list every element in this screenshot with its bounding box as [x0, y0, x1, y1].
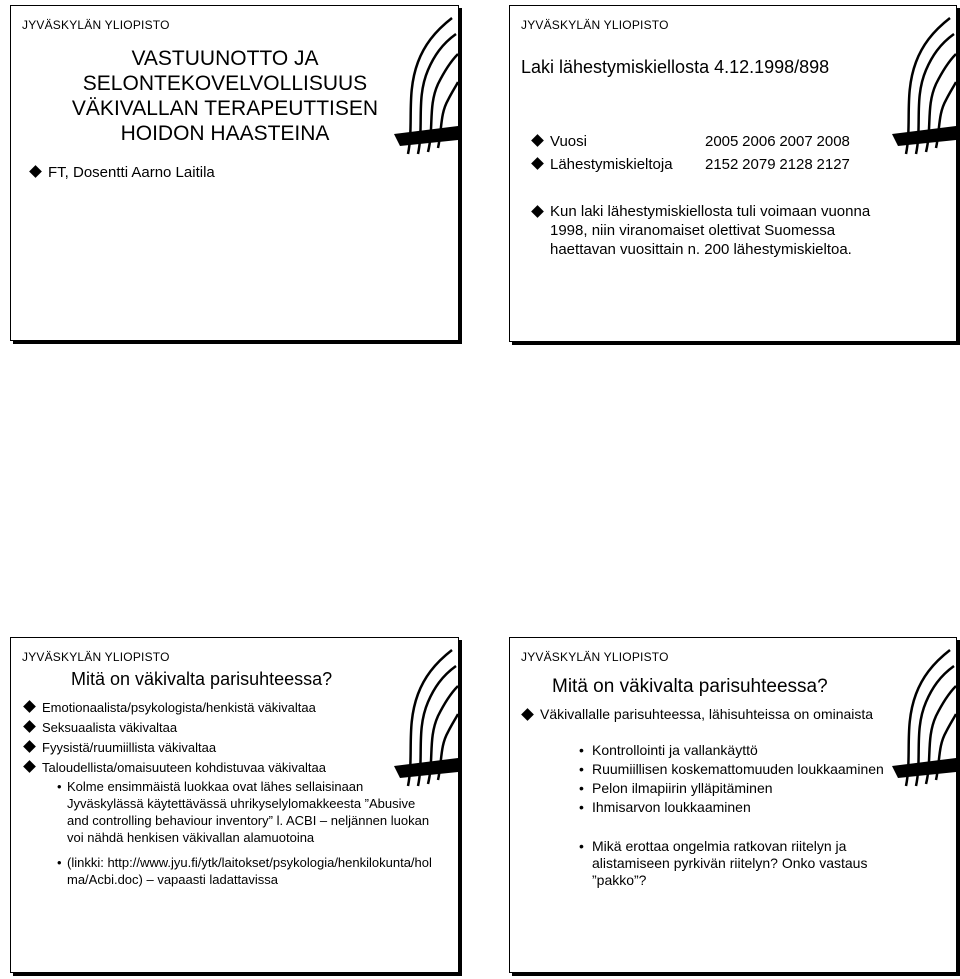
slide-2-paragraph — [533, 202, 913, 259]
sub-list-item — [579, 780, 912, 797]
dot-bullet-icon: • — [579, 799, 584, 815]
paragraph-text: Kun laki lähestymiskiellosta tuli voimaan vuonna 1998, niin viranomaiset olettivat Suomessa haettavan vuosittain n. 200 lähestymiskieltoa. — [550, 203, 871, 258]
row-value: 2008 — [816, 133, 850, 150]
row-value: 2005 — [705, 133, 739, 150]
slide-3 — [10, 637, 459, 973]
sub-list — [579, 742, 912, 891]
slide-2 — [509, 5, 957, 342]
title-line-1: VASTUUNOTTO JA — [131, 47, 319, 70]
row-value: 2152 — [705, 156, 739, 173]
list-item-text: Emotionaalista/psykologista/henkistä väkivaltaa — [42, 699, 316, 715]
university-label: JYVÄSKYLÄN YLIOPISTO — [521, 18, 669, 32]
row-value: 2079 — [742, 156, 776, 173]
sub-item-text: Kontrollointi ja vallankäyttö — [592, 742, 758, 758]
diamond-bullet-icon — [531, 205, 544, 218]
author-text: FT, Dosentti Aarno Laitila — [48, 164, 215, 181]
list-item-text: Taloudellista/omaisuuteen kohdistuvaa väkivaltaa — [42, 759, 327, 775]
diamond-bullet-icon — [531, 157, 544, 170]
sub-item-text: Ihmisarvon loukkaaminen — [592, 799, 751, 815]
diamond-bullet-icon — [23, 720, 36, 733]
sub-list-item — [57, 854, 437, 888]
list-item — [25, 737, 445, 757]
slide-1-title — [55, 46, 395, 146]
sub-list-item — [579, 799, 912, 816]
university-label: JYVÄSKYLÄN YLIOPISTO — [22, 18, 170, 32]
university-label: JYVÄSKYLÄN YLIOPISTO — [521, 650, 669, 664]
sub-list-item — [579, 742, 912, 759]
list-item-text: Väkivallalle parisuhteessa, lähisuhteissa on ominaista — [540, 706, 874, 722]
university-label: JYVÄSKYLÄN YLIOPISTO — [22, 650, 170, 664]
author-line — [31, 164, 215, 181]
row-value: 2006 — [742, 133, 776, 150]
sub-item-text: Kolme ensimmäistä luokkaa ovat lähes sellaisinaan Jyväskylässä käytettävässä uhrikyselylomakkeesta ”Abusive and controlling behaviour inventory” l. ACBI – neljännen luokan voi nähdä henkisen väkivallan alamuotoina — [67, 779, 430, 845]
sub-list — [57, 778, 437, 888]
list-item — [25, 757, 445, 777]
diamond-bullet-icon — [23, 740, 36, 753]
dot-bullet-icon: • — [57, 779, 62, 794]
list-item — [25, 697, 445, 717]
dot-bullet-icon: • — [579, 838, 584, 854]
title-line-2: SELONTEKOVELVOLLISUUS — [82, 72, 368, 95]
table-row — [533, 156, 850, 173]
sub-list-item — [579, 838, 912, 889]
title-line-4: HOIDON HAASTEINA — [120, 122, 330, 145]
sub-item-text: Mikä erottaa ongelmia ratkovan riitelyn ja alistamiseen pyrkivän riitelyn? Onko vastaus ”pakko”? — [592, 838, 868, 888]
list-item-text: Fyysistä/ruumiillista väkivaltaa — [42, 739, 217, 755]
torch-logo-icon — [892, 14, 956, 164]
sub-item-text: Pelon ilmapiirin ylläpitäminen — [592, 780, 773, 796]
dot-bullet-icon: • — [579, 742, 584, 758]
list-item — [25, 717, 445, 737]
slide-2-title: Laki lähestymiskiellosta 4.12.1998/898 — [521, 57, 830, 77]
title-line-3: VÄKIVALLAN TERAPEUTTISEN — [71, 97, 379, 120]
slide-4-heading: Mitä on väkivalta parisuhteessa? — [552, 676, 828, 697]
row-value: 2007 — [779, 133, 813, 150]
slide-1 — [10, 5, 459, 341]
diamond-bullet-icon — [521, 708, 534, 721]
sub-item-text: Ruumiillisen koskemattomuuden loukkaaminen — [592, 761, 884, 777]
dot-bullet-icon: • — [579, 780, 584, 796]
slide-4 — [509, 637, 957, 973]
torch-logo-icon — [394, 14, 458, 164]
list-item-text: Seksuaalista väkivaltaa — [42, 719, 178, 735]
row-label: Lähestymiskieltoja — [550, 156, 673, 173]
diamond-bullet-icon — [23, 700, 36, 713]
sub-list-item — [579, 761, 912, 778]
dot-bullet-icon: • — [57, 855, 62, 870]
diamond-bullet-icon — [23, 760, 36, 773]
diamond-bullet-icon — [29, 165, 42, 178]
row-label: Vuosi — [550, 133, 587, 150]
diamond-bullet-icon — [531, 134, 544, 147]
characteristics-list — [523, 706, 923, 723]
sub-list-item — [57, 778, 437, 846]
row-value: 2127 — [816, 156, 850, 173]
slide-3-heading: Mitä on väkivalta parisuhteessa? — [71, 669, 333, 689]
violence-type-list — [25, 697, 445, 777]
dot-bullet-icon: • — [579, 761, 584, 777]
sub-item-text: (linkki: http://www.jyu.fi/ytk/laitokset/psykologia/henkilokunta/holma/Acbi.doc) – vapaasti ladattavissa — [67, 855, 432, 887]
table-row — [533, 133, 850, 150]
list-item — [523, 706, 923, 723]
row-value: 2128 — [779, 156, 813, 173]
